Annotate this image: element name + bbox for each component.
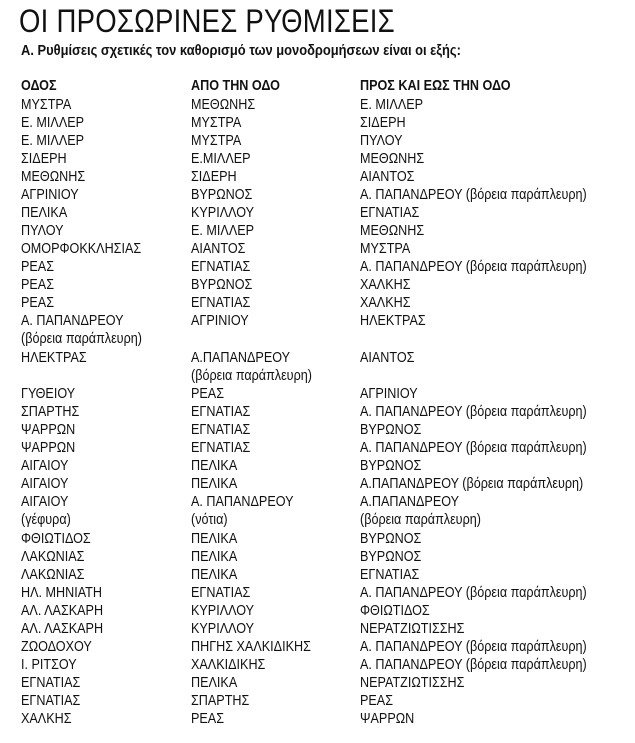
table-body (21, 96, 631, 728)
cell-line: ΑΙΓΑΙΟΥ (21, 493, 69, 510)
to-street-cell: ΜΥΣΤΡΑ (360, 240, 411, 257)
table-row (21, 493, 631, 530)
street-cell: ΜΕΘΩΝΗΣ (21, 168, 86, 185)
table-row (21, 692, 631, 710)
table-row (21, 566, 631, 584)
table-row (21, 204, 631, 222)
from-street-cell: Ε. ΜΙΛΛΕΡ (191, 222, 255, 239)
street-cell: ΨΑΡΡΩΝ (21, 421, 76, 438)
street-cell: ΡΕΑΣ (21, 294, 55, 311)
to-street-cell: ΧΑΛΚΗΣ (360, 276, 411, 293)
from-street-cell: ΕΓΝΑΤΙΑΣ (191, 403, 251, 420)
table-row (21, 548, 631, 566)
from-street-cell: ΠΕΛΙΚΑ (191, 475, 238, 492)
to-street-cell: Α. ΠΑΠΑΝΔΡΕΟΥ (βόρεια παράπλευρη) (360, 258, 587, 275)
to-street-cell: ΗΛΕΚΤΡΑΣ (360, 312, 426, 329)
to-street-cell: Α. ΠΑΠΑΝΔΡΕΟΥ (βόρεια παράπλευρη) (360, 583, 587, 601)
street-cell: ΕΓΝΑΤΙΑΣ (21, 673, 81, 691)
from-street-cell: ΚΥΡΙΛΛΟΥ (191, 601, 255, 619)
table-row (21, 475, 631, 493)
to-street-cell: ΡΕΑΣ (360, 691, 394, 709)
to-street-cell (360, 493, 481, 529)
street-cell: ΠΥΛΟΥ (21, 222, 64, 239)
street-cell: ΓΥΘΕΙΟΥ (21, 385, 76, 402)
table-row (21, 439, 631, 457)
header-from-street: ΑΠΟ ΤΗΝ ΟΔΟ (191, 77, 280, 94)
to-street-cell: Α. ΠΑΠΑΝΔΡΕΟΥ (βόρεια παράπλευρη) (360, 439, 587, 456)
section-subtitle: Α. Ρυθμίσεις σχετικές τον καθορισμό των μονοδρομήσεων είναι οι εξής: (21, 42, 461, 59)
from-street-cell: ΣΠΑΡΤΗΣ (191, 691, 250, 709)
table-row (21, 385, 631, 403)
street-cell: ΟΜΟΡΦΟΚΚΛΗΣΙΑΣ (21, 240, 142, 257)
table-row (21, 258, 631, 276)
header-street: ΟΔΟΣ (21, 77, 57, 94)
to-street-cell: ΜΕΘΩΝΗΣ (360, 222, 425, 239)
street-cell: ΗΛ. ΜΗΝΙΑΤΗ (21, 583, 102, 601)
street-cell: ΑΓΡΙΝΙΟΥ (21, 186, 79, 203)
cell-line: Α. ΠΑΠΑΝΔΡΕΟΥ (21, 312, 124, 329)
table-row (21, 403, 631, 421)
table-row (21, 349, 631, 386)
street-cell: ΣΙΔΕΡΗ (21, 150, 67, 167)
to-street-cell: ΒΥΡΩΝΟΣ (360, 421, 422, 438)
cell-line: (βόρεια παράπλευρη) (191, 366, 312, 384)
from-street-cell: ΚΥΡΙΛΛΟΥ (191, 204, 255, 221)
street-cell: Ε. ΜΙΛΛΕΡ (21, 114, 85, 131)
from-street-cell: ΜΕΘΩΝΗΣ (191, 96, 256, 113)
cell-line: (γέφυρα) (21, 511, 71, 528)
street-cell: Ι. ΡΙΤΣΟΥ (21, 655, 77, 673)
to-street-cell: ΜΕΘΩΝΗΣ (360, 150, 425, 167)
table-row (21, 294, 631, 312)
table-row (21, 222, 631, 240)
header-to-street: ΠΡΟΣ ΚΑΙ ΕΩΣ ΤΗΝ ΟΔΟ (360, 77, 511, 94)
from-street-cell: ΑΓΡΙΝΙΟΥ (191, 312, 249, 329)
to-street-cell: ΕΓΝΑΤΙΑΣ (360, 565, 420, 583)
street-cell: ΑΙΓΑΙΟΥ (21, 457, 69, 474)
to-street-cell: Α. ΠΑΠΑΝΔΡΕΟΥ (βόρεια παράπλευρη) (360, 637, 587, 655)
to-street-cell: Α. ΠΑΠΑΝΔΡΕΟΥ (βόρεια παράπλευρη) (360, 186, 587, 203)
table-row (21, 584, 631, 602)
to-street-cell: ΧΑΛΚΗΣ (360, 294, 411, 311)
street-cell: ΕΓΝΑΤΙΑΣ (21, 691, 81, 709)
table-row (21, 530, 631, 548)
table-row (21, 421, 631, 439)
street-cell: ΦΘΙΩΤΙΔΟΣ (21, 529, 91, 547)
street-cell: ΑΙΓΑΙΟΥ (21, 475, 69, 492)
table-row (21, 312, 631, 349)
table-header-row (21, 77, 631, 96)
cell-line: Α.ΠΑΠΑΝΔΡΕΟΥ (360, 493, 460, 510)
from-street-cell: ΒΥΡΩΝΟΣ (191, 276, 253, 293)
to-street-cell: Α. ΠΑΠΑΝΔΡΕΟΥ (βόρεια παράπλευρη) (360, 655, 587, 673)
to-street-cell: ΑΙΑΝΤΟΣ (360, 168, 415, 185)
table-row (21, 240, 631, 258)
to-street-cell: ΦΘΙΩΤΙΔΟΣ (360, 601, 430, 619)
to-street-cell: ΑΙΑΝΤΟΣ (360, 348, 415, 366)
from-street-cell: ΣΙΔΕΡΗ (191, 168, 237, 185)
table-row (21, 602, 631, 620)
from-street-cell: ΡΕΑΣ (191, 709, 225, 727)
from-street-cell: ΜΥΣΤΡΑ (191, 132, 242, 149)
table-row (21, 457, 631, 475)
from-street-cell (191, 493, 294, 529)
from-street-cell (191, 349, 312, 385)
table-row (21, 710, 631, 728)
to-street-cell: ΨΑΡΡΩΝ (360, 709, 415, 727)
to-street-cell: ΣΙΔΕΡΗ (360, 114, 406, 131)
to-street-cell: ΒΥΡΩΝΟΣ (360, 457, 422, 474)
from-street-cell: ΠΕΛΙΚΑ (191, 565, 238, 583)
to-street-cell: ΒΥΡΩΝΟΣ (360, 547, 422, 565)
table-row (21, 276, 631, 294)
from-street-cell: ΕΓΝΑΤΙΑΣ (191, 439, 251, 456)
street-cell: ΛΑΚΩΝΙΑΣ (21, 547, 85, 565)
street-cell: ΡΕΑΣ (21, 276, 55, 293)
cell-line: Α. ΠΑΠΑΝΔΡΕΟΥ (191, 493, 294, 510)
to-street-cell: ΝΕΡΑΤΖΙΩΤΙΣΣΗΣ (360, 619, 465, 637)
street-cell: Ε. ΜΙΛΛΕΡ (21, 132, 85, 149)
from-street-cell: ΕΓΝΑΤΙΑΣ (191, 583, 251, 601)
street-cell: ΡΕΑΣ (21, 258, 55, 275)
street-cell: ΛΑΚΩΝΙΑΣ (21, 565, 85, 583)
from-street-cell: ΕΓΝΑΤΙΑΣ (191, 258, 251, 275)
street-cell: ΑΛ. ΛΑΣΚΑΡΗ (21, 601, 104, 619)
to-street-cell: Α.ΠΑΠΑΝΔΡΕΟΥ (βόρεια παράπλευρη) (360, 475, 584, 492)
from-street-cell: ΧΑΛΚΙΔΙΚΗΣ (191, 655, 266, 673)
from-street-cell: ΑΙΑΝΤΟΣ (191, 240, 246, 257)
to-street-cell: ΕΓΝΑΤΙΑΣ (360, 204, 420, 221)
cell-line: Α.ΠΑΠΑΝΔΡΕΟΥ (191, 348, 291, 366)
to-street-cell: ΒΥΡΩΝΟΣ (360, 529, 422, 547)
table-row (21, 96, 631, 114)
from-street-cell: ΠΕΛΙΚΑ (191, 529, 238, 547)
from-street-cell: ΕΓΝΑΤΙΑΣ (191, 421, 251, 438)
street-cell: ΠΕΛΙΚΑ (21, 204, 68, 221)
table-row (21, 132, 631, 150)
street-cell: ΧΑΛΚΗΣ (21, 709, 72, 727)
cell-line: (βόρεια παράπλευρη) (21, 330, 142, 347)
table-row (21, 674, 631, 692)
street-cell (21, 493, 71, 529)
from-street-cell: Ε.ΜΙΛΛΕΡ (191, 150, 251, 167)
from-street-cell: ΕΓΝΑΤΙΑΣ (191, 294, 251, 311)
cell-line: (βόρεια παράπλευρη) (360, 511, 481, 528)
from-street-cell: ΠΕΛΙΚΑ (191, 457, 238, 474)
table-row (21, 186, 631, 204)
from-street-cell: ΜΥΣΤΡΑ (191, 114, 242, 131)
to-street-cell: Ε. ΜΙΛΛΕΡ (360, 96, 424, 113)
to-street-cell: Α. ΠΑΠΑΝΔΡΕΟΥ (βόρεια παράπλευρη) (360, 403, 587, 420)
to-street-cell: ΠΥΛΟΥ (360, 132, 403, 149)
street-cell: ΖΩΟΔΟΧΟΥ (21, 637, 92, 655)
from-street-cell: ΒΥΡΩΝΟΣ (191, 186, 253, 203)
street-cell (21, 312, 142, 348)
page-title: ΟΙ ΠΡΟΣΩΡΙΝΕΣ ΡΥΘΜΙΣΕΙΣ (19, 3, 395, 39)
one-way-streets-table (21, 77, 631, 728)
street-cell: ΜΥΣΤΡΑ (21, 96, 72, 113)
from-street-cell: ΠΕΛΙΚΑ (191, 547, 238, 565)
table-row (21, 114, 631, 132)
table-row (21, 656, 631, 674)
from-street-cell: ΠΕΛΙΚΑ (191, 673, 238, 691)
table-row (21, 168, 631, 186)
street-cell: ΨΑΡΡΩΝ (21, 439, 76, 456)
table-row (21, 638, 631, 656)
table-row (21, 150, 631, 168)
from-street-cell: ΡΕΑΣ (191, 385, 225, 402)
from-street-cell: ΠΗΓΗΣ ΧΑΛΚΙΔΙΚΗΣ (191, 637, 311, 655)
cell-line: (νότια) (191, 511, 228, 528)
street-cell: ΗΛΕΚΤΡΑΣ (21, 348, 87, 366)
street-cell: ΣΠΑΡΤΗΣ (21, 403, 80, 420)
to-street-cell: ΑΓΡΙΝΙΟΥ (360, 385, 418, 402)
from-street-cell: ΚΥΡΙΛΛΟΥ (191, 619, 255, 637)
to-street-cell: ΝΕΡΑΤΖΙΩΤΙΣΣΗΣ (360, 673, 465, 691)
street-cell: ΑΛ. ΛΑΣΚΑΡΗ (21, 619, 104, 637)
table-row (21, 620, 631, 638)
